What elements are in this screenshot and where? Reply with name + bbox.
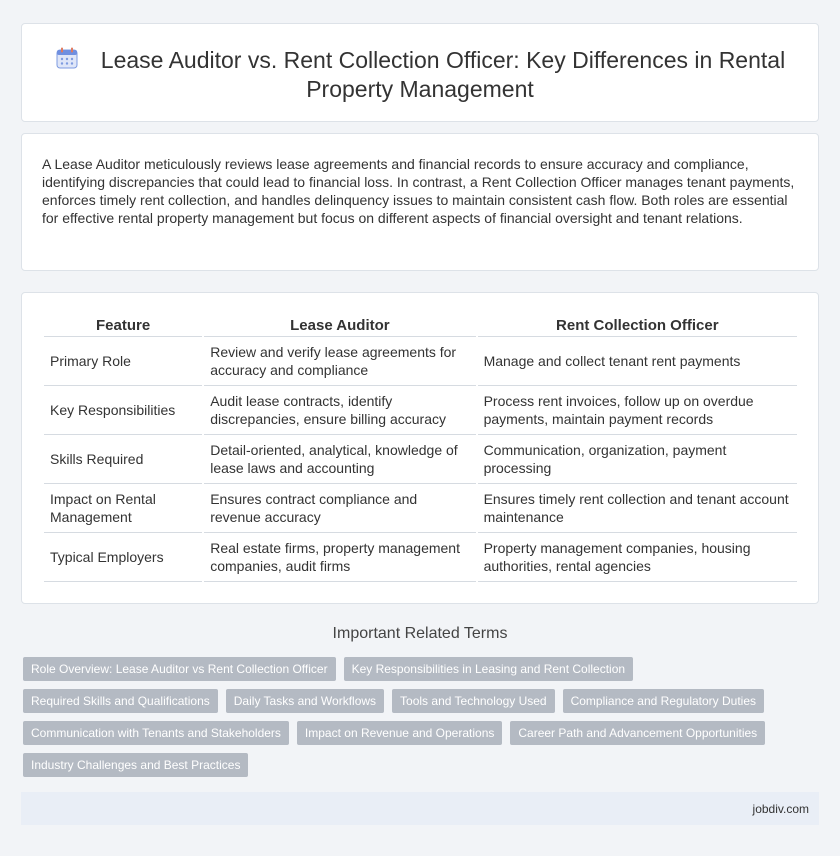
related-term-tag[interactable]: Key Responsibilities in Leasing and Rent Collection — [344, 657, 634, 681]
header-lease-auditor: Lease Auditor — [204, 315, 475, 337]
table-cell-lease-auditor: Audit lease contracts, identify discrepancies, ensure billing accuracy — [204, 386, 475, 435]
table-row — [44, 337, 797, 386]
table-cell-rent-collection-officer: Communication, organization, payment processing — [478, 435, 797, 484]
table-row — [44, 484, 797, 533]
related-terms-list — [23, 657, 823, 785]
table-cell-feature: Typical Employers — [44, 533, 202, 582]
comparison-table-card — [21, 292, 819, 604]
related-term-tag[interactable]: Communication with Tenants and Stakeholders — [23, 721, 289, 745]
footer-site-link[interactable]: jobdiv.com — [752, 802, 809, 816]
footer — [21, 792, 819, 825]
header-rent-collection-officer: Rent Collection Officer — [478, 315, 797, 337]
table-cell-lease-auditor: Ensures contract compliance and revenue accuracy — [204, 484, 475, 533]
table-cell-feature: Impact on Rental Management — [44, 484, 202, 533]
calendar-icon — [55, 46, 79, 70]
table-cell-rent-collection-officer: Process rent invoices, follow up on overdue payments, maintain payment records — [478, 386, 797, 435]
table-cell-feature: Key Responsibilities — [44, 386, 202, 435]
table-cell-lease-auditor: Real estate firms, property management companies, audit firms — [204, 533, 475, 582]
table-cell-lease-auditor: Detail-oriented, analytical, knowledge of lease laws and accounting — [204, 435, 475, 484]
related-term-tag[interactable]: Role Overview: Lease Auditor vs Rent Collection Officer — [23, 657, 336, 681]
table-cell-feature: Primary Role — [44, 337, 202, 386]
table-row — [44, 386, 797, 435]
related-term-tag[interactable]: Required Skills and Qualifications — [23, 689, 218, 713]
related-term-tag[interactable]: Impact on Revenue and Operations — [297, 721, 502, 745]
table-row — [44, 533, 797, 582]
related-terms-title: Important Related Terms — [332, 625, 508, 642]
table-row — [44, 435, 797, 484]
intro-card — [21, 133, 819, 271]
related-term-tag[interactable]: Career Path and Advancement Opportunities — [510, 721, 765, 745]
header-feature: Feature — [44, 315, 202, 337]
related-term-tag[interactable]: Daily Tasks and Workflows — [226, 689, 384, 713]
intro-paragraph: A Lease Auditor meticulously reviews lease agreements and financial records to ensure accuracy and compliance, identifying discrepancies that could lead to financial loss. In contrast, a Rent Collection Officer manages tenant payments, enforces timely rent collection, and handles delinquency issues to maintain consistent cash flow. Both roles are essential for effective rental property management but focus on different aspects of financial oversight and tenant relations. — [42, 156, 795, 226]
table-header-row — [44, 315, 797, 337]
table-cell-rent-collection-officer: Manage and collect tenant rent payments — [478, 337, 797, 386]
related-term-tag[interactable]: Compliance and Regulatory Duties — [563, 689, 764, 713]
title-card — [21, 23, 819, 122]
table-cell-lease-auditor: Review and verify lease agreements for accuracy and compliance — [204, 337, 475, 386]
related-term-tag[interactable]: Industry Challenges and Best Practices — [23, 753, 248, 777]
table-cell-rent-collection-officer: Ensures timely rent collection and tenant account maintenance — [478, 484, 797, 533]
page-title: Lease Auditor vs. Rent Collection Officer: Key Differences in Rental Property Management — [100, 47, 786, 102]
table-cell-rent-collection-officer: Property management companies, housing authorities, rental agencies — [478, 533, 797, 582]
comparison-table — [42, 315, 799, 582]
table-cell-feature: Skills Required — [44, 435, 202, 484]
related-term-tag[interactable]: Tools and Technology Used — [392, 689, 555, 713]
page-title-wrap — [22, 46, 818, 104]
